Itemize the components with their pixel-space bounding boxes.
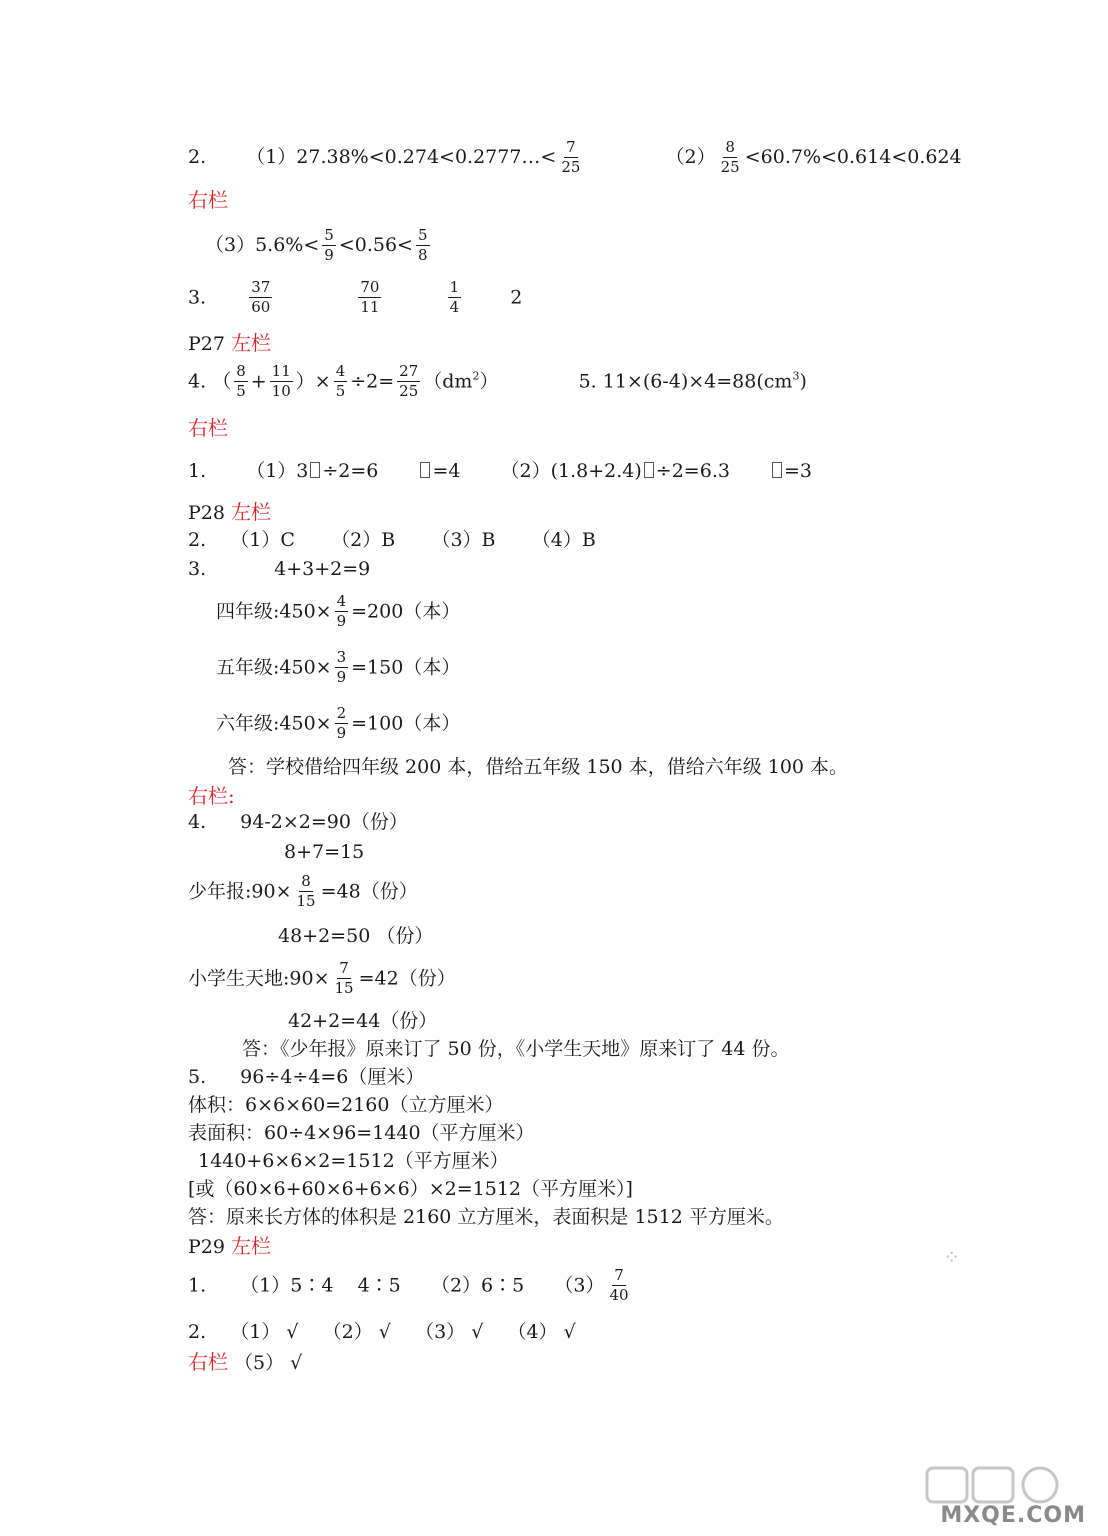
fraction: $\frac{27}{25}$ — [399, 362, 419, 400]
alternative-method: [或（60×6+60×6+6×6）×2=1512（平方厘米）] — [188, 1178, 633, 1200]
answer-2-fraction-order: 2. （1）27.38%<0.274<0.2777…< $\frac{7}{25}$ （2） $\frac{8}{25}$ <60.7%<0.614<0.624 — [188, 138, 962, 176]
xiaoxuesheng-result: 42+2=44（份） — [288, 1010, 438, 1032]
volume-line: 体积：6×6×60=2160（立方厘米） — [188, 1094, 504, 1116]
scan-mark-icon: ⁘ — [943, 1245, 960, 1269]
ratio-sum: 8+7=15 — [284, 841, 365, 863]
answer-2-checks: 2. （1） √ （2） √ （3） √ （4） √ — [188, 1321, 576, 1343]
fraction: $\frac{11}{10}$ — [271, 362, 291, 400]
answer-statement: 答：原来长方体的体积是 2160 立方厘米，表面积是 1512 平方厘米。 — [188, 1206, 784, 1228]
fraction: $\frac{7}{15}$ — [334, 959, 354, 997]
answer-2-choices: 2. （1）C （2）B （3）B （4）B — [188, 529, 596, 551]
fraction: $\frac{7}{40}$ — [609, 1266, 629, 1304]
page-heading-p29: P29 左栏 — [188, 1234, 272, 1258]
fraction: $\frac{3}{9}$ — [336, 648, 347, 686]
surface-area-line: 表面积：60÷4×96=1440（平方厘米） — [188, 1122, 535, 1144]
shaonianbao-result: 48+2=50 （份） — [278, 925, 434, 947]
page-heading-p27: P27 左栏 — [188, 331, 272, 355]
fraction: $\frac{4}{5}$ — [335, 362, 346, 400]
answer-5-edge: 5. 96÷4÷4=6（厘米） — [188, 1066, 425, 1088]
answer-4-total: 4. 94-2×2=90（份） — [188, 811, 408, 833]
grade-5-books: 五年级:450× $\frac{3}{9}$ =150（本） — [216, 648, 461, 686]
fraction: $\frac{5}{8}$ — [417, 226, 428, 264]
fraction: $\frac{8}{5}$ — [236, 362, 246, 400]
xiaoxuesheng-calc: 小学生天地:90× $\frac{7}{15}$ =42（份） — [188, 959, 456, 997]
right-column-label: 右栏: — [188, 784, 235, 808]
answer-statement: 答：《少年报》原来订了 50 份，《小学生天地》原来订了 44 份。 — [242, 1038, 790, 1060]
blank-box-icon — [310, 462, 320, 478]
shaonianbao-calc: 少年报:90× $\frac{8}{15}$ =48（份） — [188, 872, 418, 910]
surface-area-sum: 1440+6×6×2=1512（平方厘米） — [198, 1150, 509, 1172]
answer-3-sum: 3. 4+3+2=9 — [188, 558, 371, 580]
answer-statement: 答：学校借给四年级 200 本，借给五年级 150 本，借给六年级 100 本。 — [228, 756, 849, 778]
answer-4-5: 4. （ $\frac{8}{5}$ + $\frac{11}{10}$ ）× $\frac{4}{5}$ ÷2= $\frac{27}{25}$ $(dm^2)$ 5. $11\times(6-4)\times 4=88(cm^3)$ — [188, 362, 807, 400]
fraction: $\frac{8}{25}$ — [720, 138, 740, 176]
fraction: $\frac{70}{11}$ — [360, 278, 380, 316]
fraction: $\frac{4}{9}$ — [336, 592, 347, 630]
right-column-label: 右栏 — [188, 416, 228, 440]
blank-box-icon — [420, 462, 430, 478]
grade-4-books: 四年级:450× $\frac{4}{9}$ =200（本） — [216, 592, 461, 630]
blank-box-icon — [644, 462, 654, 478]
blank-box-icon — [772, 462, 782, 478]
answer-2-check-5: 右栏 （5） √ — [188, 1350, 303, 1374]
answer-1-boxes: 1. （1）3 ÷2=6 =4 （2）(1.8+2.4) ÷2=6.3 =3 — [188, 460, 813, 482]
fraction: $\frac{37}{60}$ — [251, 278, 271, 316]
answer-3-fractions: 3. $\frac{37}{60}$ $\frac{70}{11}$ $\frac{1}{4}$ 2 — [188, 278, 523, 316]
fraction: $\frac{8}{15}$ — [296, 872, 316, 910]
answer-1-ratios: 1. （1）5∶4 4∶5 （2）6∶5 （3） $\frac{7}{40}$ — [188, 1266, 629, 1304]
grade-6-books: 六年级:450× $\frac{2}{9}$ =100（本） — [216, 704, 461, 742]
fraction: $\frac{5}{9}$ — [324, 226, 334, 264]
watermark-text: MXQE.COM — [940, 1503, 1086, 1528]
answer-3-order: （3）5.6%< $\frac{5}{9}$ <0.56< $\frac{5}{8}$ — [205, 226, 428, 264]
right-column-label: 右栏 — [188, 188, 228, 212]
fraction: $\frac{2}{9}$ — [336, 704, 347, 742]
fraction: $\frac{1}{4}$ — [449, 278, 460, 316]
page-heading-p28: P28 左栏 — [188, 500, 272, 524]
fraction: $\frac{7}{25}$ — [561, 138, 581, 176]
